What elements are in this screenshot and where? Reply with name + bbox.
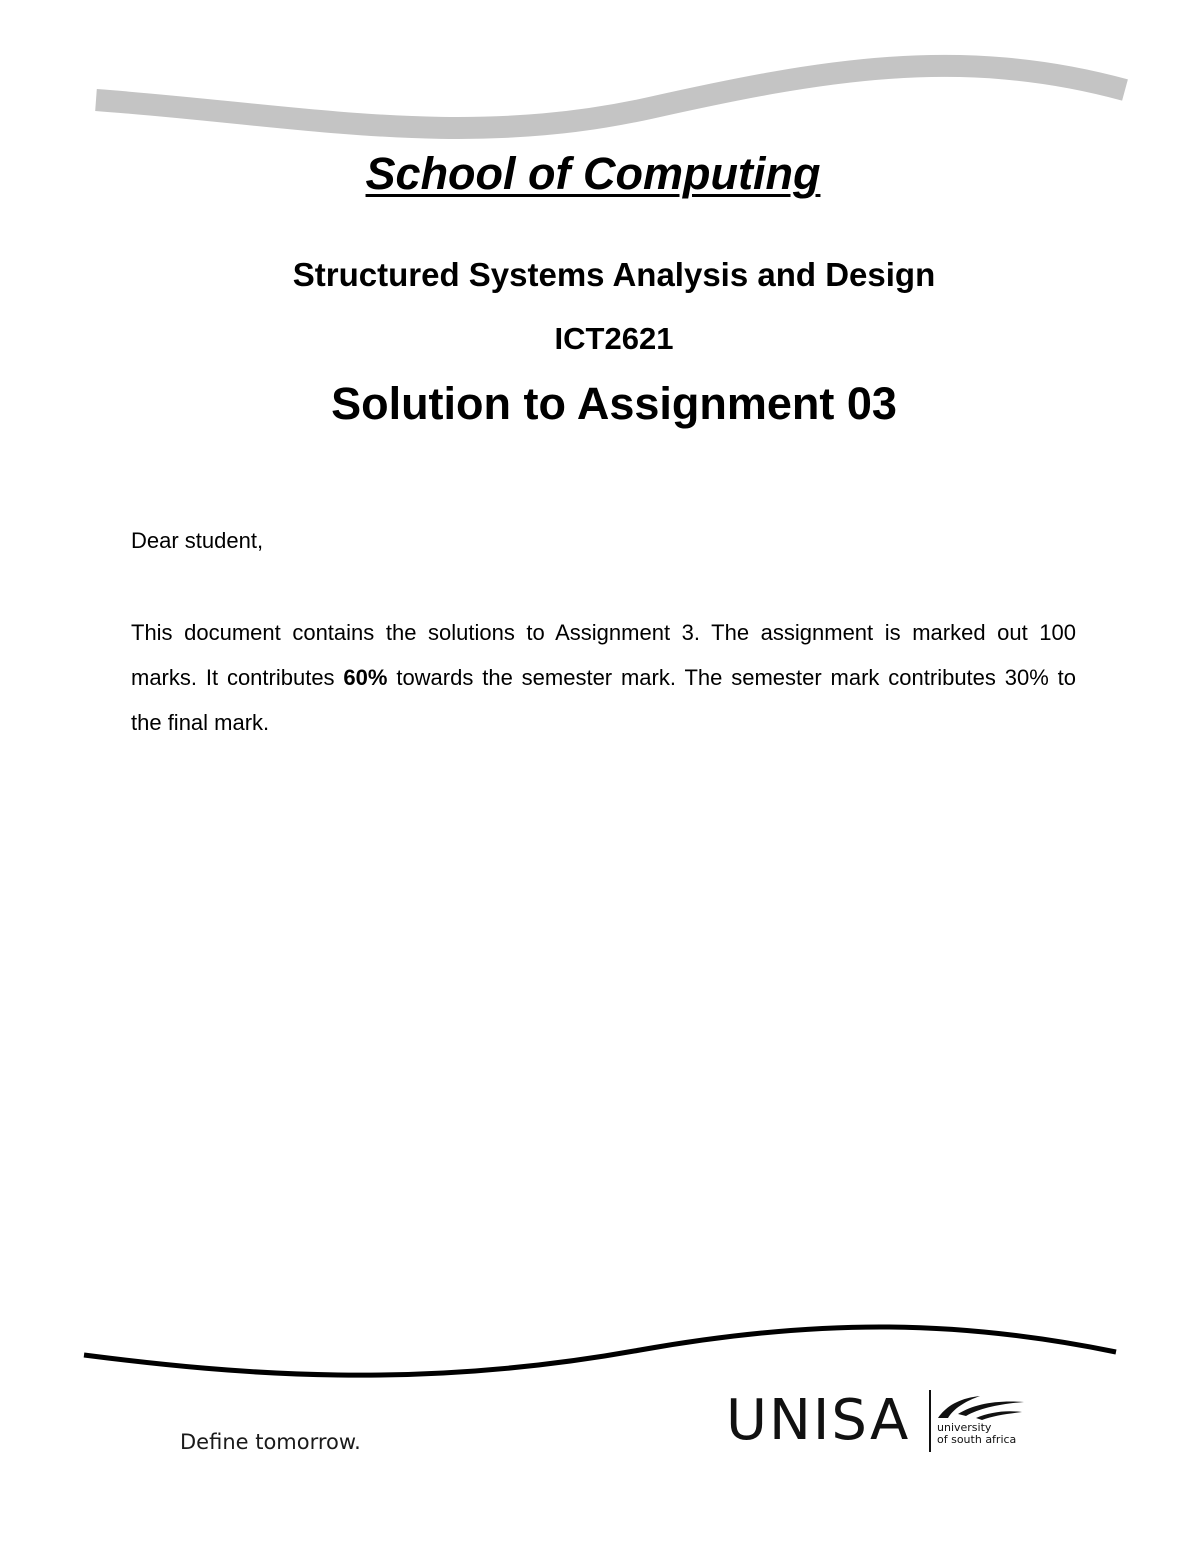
logo-subtitle	[937, 1422, 1016, 1446]
body-text-part2: towards the semester mark. The semester mark contributes 30% to the final mark.	[131, 665, 1076, 735]
logo-divider	[929, 1390, 931, 1452]
document-title: Solution to Assignment 03	[331, 378, 897, 429]
logo-subtitle-line1: university	[937, 1421, 992, 1434]
top-wave-decoration	[0, 0, 1200, 170]
tagline: Define tomorrow.	[180, 1430, 361, 1454]
top-wave-band	[96, 66, 1125, 128]
unisa-logo	[726, 1386, 1026, 1456]
course-name: Structured Systems Analysis and Design	[292, 256, 936, 293]
bottom-wave-line	[84, 1327, 1116, 1375]
body-paragraph	[131, 610, 1076, 745]
course-code: ICT2621	[554, 321, 674, 356]
bottom-wave-decoration	[0, 1300, 1200, 1400]
body-text-part1: This document contains the solutions to Assignment 3. The assignment is marked out 100 marks. It contributes	[131, 620, 1076, 690]
logo-wordmark: UNISA	[726, 1388, 911, 1453]
school-title: School of Computing	[365, 148, 821, 199]
logo-emblem-icon	[936, 1392, 1026, 1420]
body-text-bold: 60%	[343, 665, 388, 690]
logo-subtitle-line2: of south africa	[937, 1433, 1017, 1446]
salutation: Dear student,	[131, 528, 264, 553]
